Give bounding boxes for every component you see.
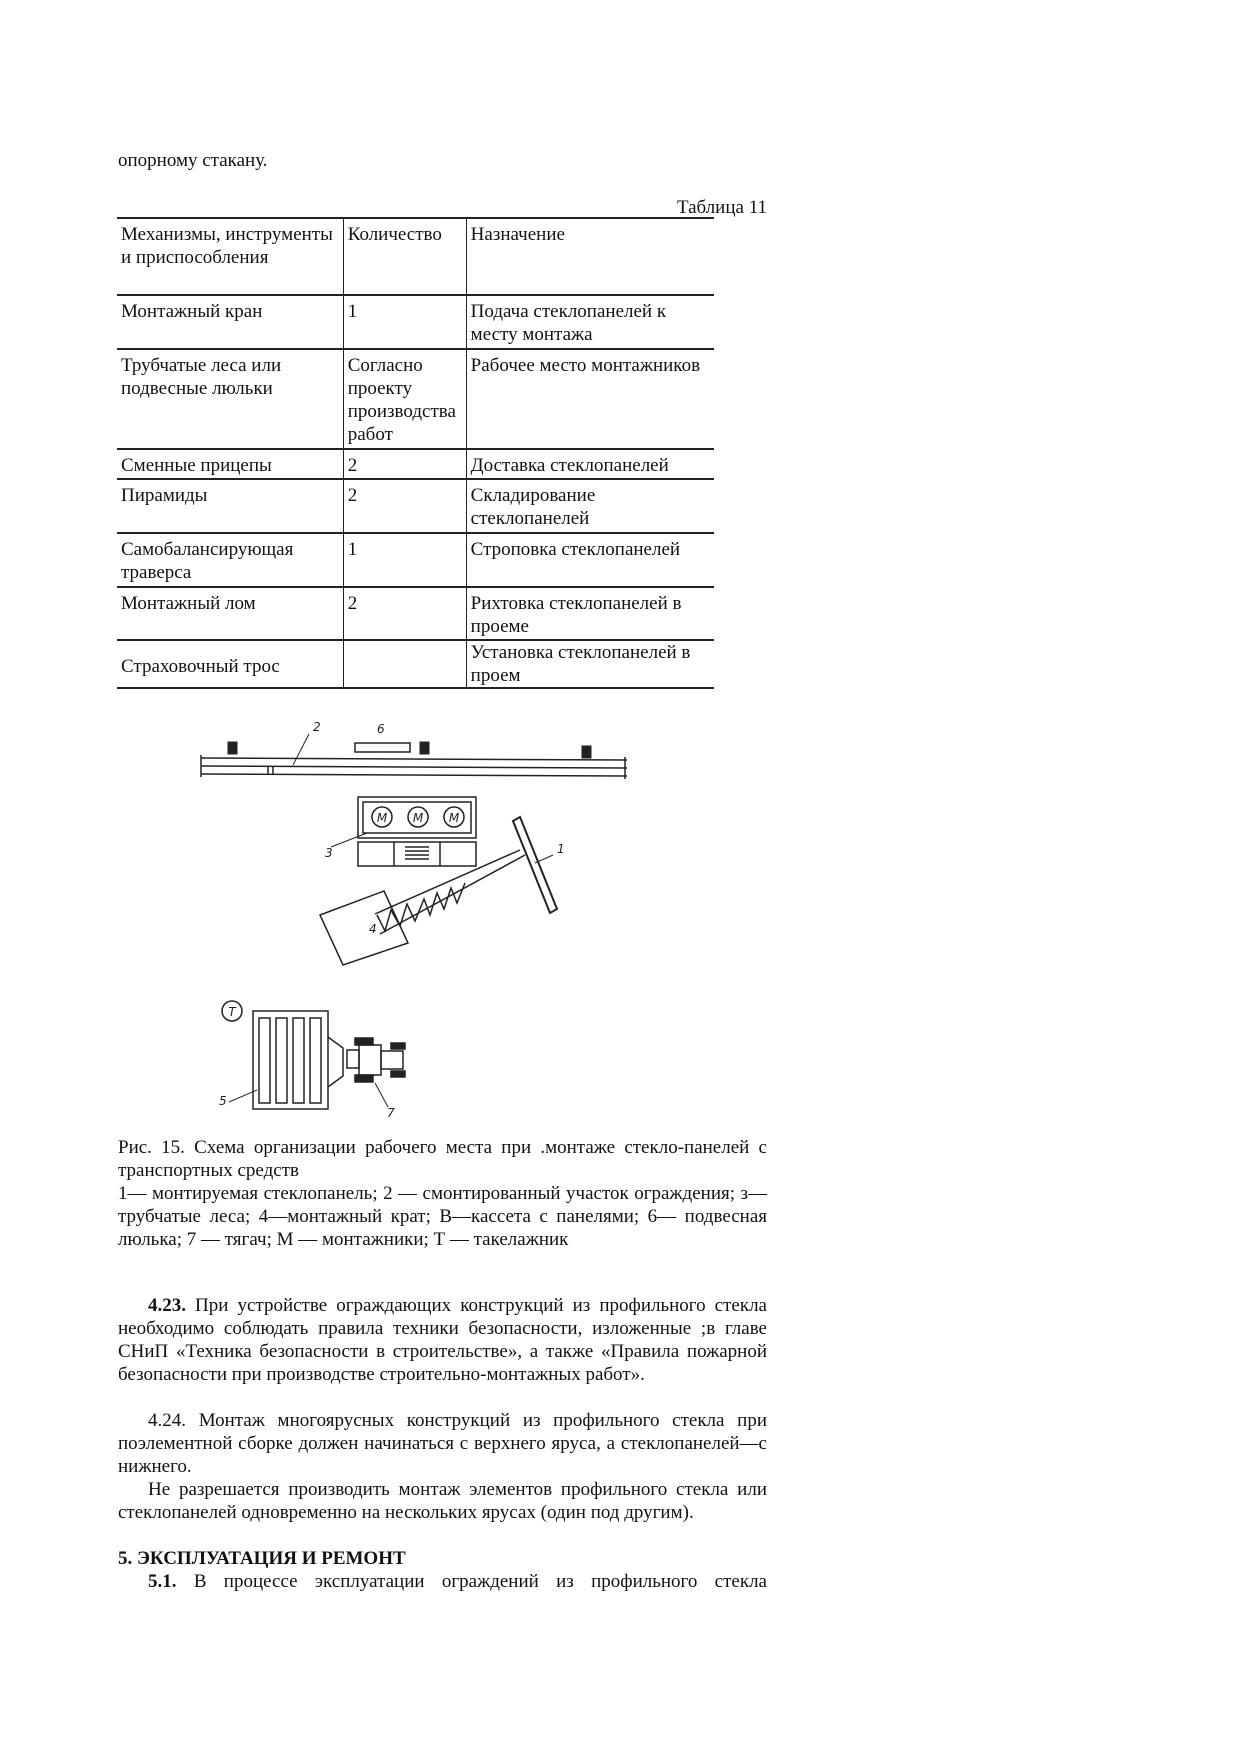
figure-title: Рис. 15. Схема организации рабочего места при .монтаже стекло-панелей с транспортных средств [118, 1137, 767, 1181]
post-marker [582, 746, 591, 758]
paragraph-5-1 [118, 1570, 767, 1593]
table-cell: 1 [343, 533, 466, 587]
table-cell: Рихтовка стеклопанелей в проеме [466, 587, 714, 640]
table-cell: 1 [343, 295, 466, 349]
panel-cassette [253, 1011, 343, 1109]
glass-panel [513, 817, 557, 913]
worksite-diagram [195, 705, 635, 1130]
table-cell: Трубчатые леса или подвесные люльки [117, 349, 343, 449]
tractor-icon [347, 1038, 405, 1082]
paragraph-text: Не разрешается производить монтаж элементов профильного стекла или стеклопанелей одновременно на нескольких ярусах (один под другим). [118, 1479, 767, 1523]
table-cell: Страховочный трос [117, 640, 343, 688]
table-cell: Монтажный лом [117, 587, 343, 640]
paragraph-prohibition [118, 1478, 767, 1524]
intro-line: опорному стакану. [118, 150, 268, 171]
paragraph-4-23 [118, 1294, 767, 1386]
leader-line [375, 1083, 388, 1107]
table-cell: Сменные прицепы [117, 449, 343, 479]
table-row [117, 449, 714, 479]
worker-label: M [376, 811, 388, 825]
label-7: 7 [387, 1106, 395, 1120]
table-cell: Доставка стеклопанелей [466, 449, 714, 479]
figure-legend: 1— монтируемая стеклопанель; 2 — смонтированный участок ограждения; з—трубчатые леса; 4—монтажный крат; В—кассета с панелями; 6— подвесная люлька; 7 — тягач; М — монтажники; Т — такелажник [118, 1183, 767, 1250]
header-purpose: Назначение [466, 218, 714, 295]
table-row [117, 587, 714, 640]
worker-label: M [448, 811, 460, 825]
label-5: 5 [219, 1094, 227, 1108]
mounting-crane [320, 850, 525, 965]
equipment-table [117, 217, 714, 689]
worker-icon [444, 807, 464, 827]
leader-line [331, 833, 367, 847]
paragraph-text: При устройстве ограждающих конструкций из профильного стекла необходимо соблюдать правила техники безопасности, изложенные ;в главе СНиП «Техника безопасности в строительстве», а также «Правила пожарной безопасности при производстве строительно-монтажных работ». [118, 1295, 767, 1385]
table-cell: Монтажный кран [117, 295, 343, 349]
table-cell: 2 [343, 449, 466, 479]
table-row [117, 640, 714, 688]
table-cell: Подача стеклопанелей к месту монтажа [466, 295, 714, 349]
table-row [117, 479, 714, 533]
table-row [117, 533, 714, 587]
table-cell: Складирование стеклопанелей [466, 479, 714, 533]
post-marker [228, 742, 237, 754]
table-cell: 2 [343, 587, 466, 640]
table-cell [343, 640, 466, 688]
worker-icon [408, 807, 428, 827]
figure-caption [118, 1136, 767, 1251]
table-cell: Рабочее место монтажников [466, 349, 714, 449]
label-2: 2 [313, 720, 321, 734]
label-1: 1 [557, 842, 565, 856]
suspended-cradle [355, 743, 410, 752]
rigger-icon [222, 1001, 242, 1021]
rigger-label: T [228, 1005, 236, 1019]
table-row [117, 295, 714, 349]
paragraph-number: 5.1. [148, 1571, 177, 1592]
table-cell: Установка стеклопанелей в проем [466, 640, 714, 688]
leader-line [293, 734, 309, 765]
table-cell: Согласно проекту производства работ [343, 349, 466, 449]
label-4: 4 [369, 922, 377, 936]
table-header-row [117, 218, 714, 295]
worker-label: M [412, 811, 424, 825]
table-caption: Таблица 11 [676, 197, 767, 218]
paragraph-text: В процессе эксплуатации ограждений из профильного стекла [193, 1571, 767, 1592]
table-cell: Самобалансирующая траверса [117, 533, 343, 587]
label-6: 6 [377, 722, 385, 736]
worker-icon [372, 807, 392, 827]
table-cell: Пирамиды [117, 479, 343, 533]
table-cell: 2 [343, 479, 466, 533]
post-marker [420, 742, 429, 754]
mounted-section-rail [201, 755, 627, 779]
paragraph-number: 4.23. [148, 1295, 186, 1316]
header-quantity: Количество [343, 218, 466, 295]
paragraph-text: 4.24. Монтаж многоярусных конструкций из профильного стекла при поэлементной сборке должен начинаться с верхнего яруса, а стеклопанелей—с нижнего. [118, 1410, 767, 1477]
section-heading: 5. ЭКСПЛУАТАЦИЯ И РЕМОНТ [118, 1548, 406, 1569]
label-3: 3 [325, 846, 333, 860]
header-mechanisms: Механизмы, инструменты и приспособления [117, 218, 343, 295]
paragraph-4-24 [118, 1409, 767, 1478]
table-cell: Строповка стеклопанелей [466, 533, 714, 587]
table-row [117, 349, 714, 449]
